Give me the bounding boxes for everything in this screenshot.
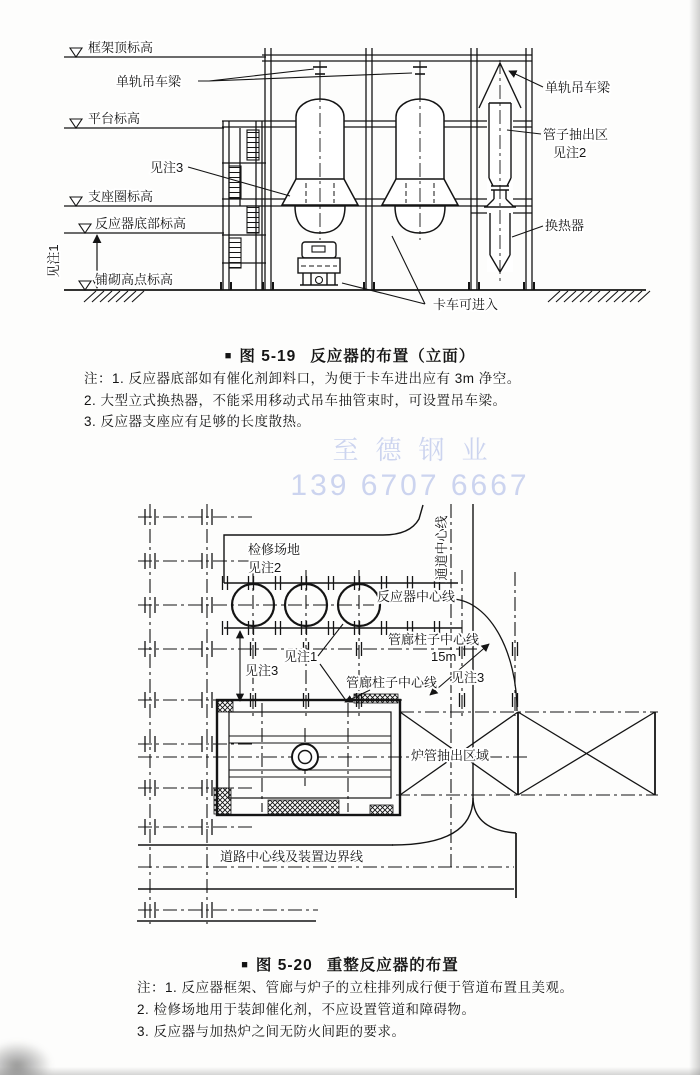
figure-5-19-notes (84, 368, 674, 433)
see-note3-left-label: 见注3 (245, 663, 279, 678)
elev-frame-top-label: 框架顶标高 (88, 40, 154, 55)
figure-5-19-drawing (0, 0, 700, 342)
watermark-phone: 139 6707 6667 (290, 469, 530, 502)
scan-edge-shadow-right (689, 0, 700, 1075)
elevation-triangle-marks (70, 48, 91, 290)
figure2-labels (220, 515, 489, 864)
figure-title: 重整反应器的布置 (326, 957, 459, 974)
see-note3-label: 见注3 (150, 160, 184, 175)
note-line: 2. 大型立式换热器，不能采用移动式吊车抽管束时，可设置吊车梁。 (84, 392, 507, 408)
note-line: 注：1. 反应器底部如有催化剂卸料口，为便于卡车进出应有 3m 净空。 (84, 371, 521, 386)
note-line: 2. 检修场地用于装卸催化剂，不应设置管道和障碍物。 (137, 1002, 476, 1017)
watermark-company: 至德钢业 (332, 435, 505, 465)
see-note1-leaders (318, 624, 347, 702)
furnace-stack (292, 744, 318, 770)
maintenance-area-note: 见注2 (248, 560, 282, 575)
heat-exchanger-label: 换热器 (545, 218, 585, 233)
figure-5-20-drawing (0, 495, 700, 955)
truck-access-label: 卡车可进入 (433, 297, 499, 312)
elev-paving-label: 铺砌高点标高 (95, 272, 174, 287)
figure-title: 反应器的布置（立面） (310, 348, 476, 365)
dim-note1-label: 见注1 (46, 244, 61, 278)
scan-corner-smudge (0, 1041, 52, 1075)
monorail-right-label: 单轨吊车梁 (545, 80, 611, 95)
elev-platform-label: 平台标高 (88, 111, 141, 126)
watermark (260, 430, 560, 503)
reactor-centerline-label: 反应器中心线 (377, 589, 456, 604)
reactor-vessels (282, 61, 458, 240)
caption-bullet-icon: ■ (241, 959, 249, 971)
figure-5-19-caption (0, 344, 700, 366)
furnace-pullout-area-label: 炉管抽出区域 (411, 748, 490, 763)
see-note3-right-label: 见注3 (451, 670, 485, 685)
caption-bullet-icon: ■ (224, 350, 233, 362)
truck (298, 242, 340, 285)
reactor-left (282, 61, 358, 240)
tube-pullout-note-label: 见注2 (553, 145, 587, 160)
tube-pullout-label: 管子抽出区 (543, 127, 609, 142)
ground-hatching (84, 291, 650, 302)
figure-number: 图 5-20 (255, 957, 313, 974)
scan-edge-shadow-bottom (0, 1067, 700, 1075)
note-line: 注：1. 反应器框架、管廊与炉子的立柱排列成行便于管道布置且美观。 (137, 980, 574, 995)
figure-number: 图 5-19 (239, 348, 297, 365)
note-line: 3. 反应器与加热炉之间无防火间距的要求。 (137, 1024, 406, 1039)
figure-5-20-notes (137, 977, 682, 1043)
aisle-centerline-label: 通道中心线 (434, 515, 449, 581)
reactor-right (382, 61, 458, 240)
turning-arc (451, 599, 517, 711)
note-line: 3. 反应器支座应有足够的长度散热。 (84, 414, 311, 429)
pipe-rack-centerline-1-label: 管廊柱子中心线 (388, 632, 480, 647)
heat-exchanger-vessel (479, 60, 521, 282)
see-note1-label: 见注1 (284, 649, 318, 664)
elev-reactor-bottom-label: 反应器底部标高 (95, 216, 187, 231)
elev-support-ring-label: 支座圈标高 (88, 189, 154, 204)
maintenance-area-label: 检修场地 (248, 542, 301, 557)
road (137, 833, 516, 921)
distance-15m-label: 15m (431, 649, 457, 664)
road-centerline-label: 道路中心线及装置边界线 (220, 849, 364, 864)
pipe-rack-centerline-2-label: 管廊柱子中心线 (346, 675, 438, 690)
figure-5-20-caption (0, 953, 700, 975)
monorail-left-label: 单轨吊车梁 (116, 74, 182, 89)
furnace-plan (214, 694, 400, 815)
